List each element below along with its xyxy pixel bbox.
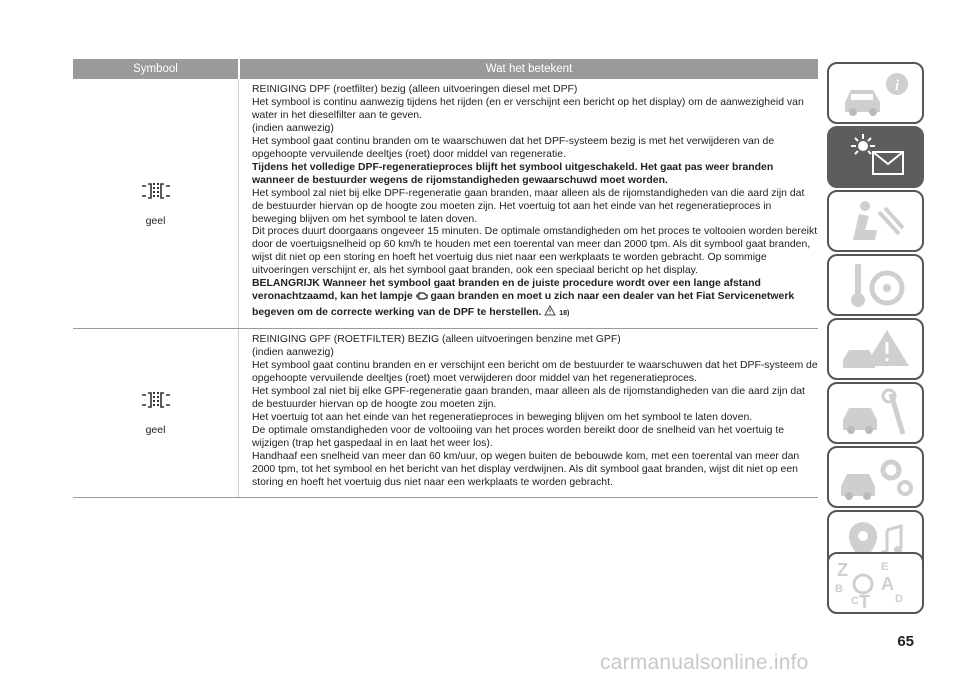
- tab-warning-lights[interactable]: [827, 126, 924, 188]
- footnote-ref: 18): [559, 310, 570, 318]
- car-info-icon: [829, 64, 926, 126]
- symbol-color-label: geel: [145, 423, 166, 436]
- meaning-cell: [238, 329, 818, 496]
- paragraph: (indien aanwezig): [252, 347, 334, 359]
- paragraph: Dit proces duurt doorgaans ongeveer 15 minuten. De optimale omstandigheden om het proces te voltooien worden bereikt door de voertuigsnelheid op 60 km/h te houden met een toerental van meer dan 2000 tpm. Als dit symbool gaat branden, wijst dit niet op een storing en hoeft het voertuig dus niet naar een werkplaats te worden gebracht. Op sommige uitvoeringen verschijnt er, als het symbool gaat branden, ook een speciaal bericht op het display.: [252, 226, 818, 277]
- paragraph: Het voertuig tot aan het einde van het regeneratieproces in beweging blijven om het symbool te laten doven.: [252, 411, 753, 423]
- warning-lights-table: [73, 59, 818, 498]
- key-steering-wheel-icon: [829, 256, 926, 318]
- symbol-cell: [73, 329, 238, 496]
- paragraph: De optimale omstandigheden voor de voltooiing van het proces worden bereikt door de snelheid van het voertuig te wijzigen (trap het gaspedaal in en laat het weer los).: [252, 424, 785, 449]
- paragraph: Het symbool gaat continu branden om te waarschuwen dat het DPF-systeem bezig is met het verwijderen van de opgehoopte vervuilende deeltjes (roet) door middel van regeneratie.: [252, 135, 775, 160]
- paragraph: Het symbool is continu aanwezig tijdens het rijden (en er verschijnt een bericht op het display) om de aanwezigheid van water in het dieselfilter aan te geven.: [252, 96, 804, 121]
- warning-light-message-icon: [829, 128, 926, 190]
- page-number: 65: [897, 633, 914, 650]
- paragraph: Het symbool zal niet bij elke DPF-regeneratie gaan branden, maar alleen als de rijomstandigheden van die aard zijn dat de bestuurder hiervan op de hoogte zou moeten zijn. Het voertuig tot aan het einde van het regeneratieproces in beweging blijven om het symbool te laten doven.: [252, 187, 805, 225]
- car-maintenance-icon: [829, 384, 926, 446]
- table-row: [73, 329, 818, 497]
- row-title: REINIGING GPF (ROETFILTER) BEZIG (alleen uitvoeringen benzine met GPF): [252, 334, 621, 346]
- table-header: [73, 59, 818, 79]
- index-letter: Z: [837, 560, 848, 580]
- seat-airbag-icon: [829, 192, 926, 254]
- tab-index[interactable]: [827, 552, 924, 614]
- index-letter: A: [881, 574, 894, 594]
- bold-note: Tijdens het volledige DPF-regeneratieproces blijft het symbool uitgeschakeld. Het gaat pas weer branden wanneer de bestuurder wegens de rijomstandigheden gewaarschuwd moet worden.: [252, 161, 774, 186]
- symbol-cell: [73, 79, 238, 328]
- header-symbol: Symbool: [133, 63, 178, 75]
- header-meaning: Wat het betekent: [238, 59, 818, 79]
- index-letter: D: [895, 593, 903, 605]
- important-text-b: gaan branden en moet u zich naar een dealer van het Fiat Servicenetwerk begeven om de correcte werking van de DPF te herstellen.: [252, 291, 795, 319]
- tab-starting-driving[interactable]: [827, 254, 924, 316]
- paragraph: Het symbool gaat continu branden en er verschijnt een bericht om de bestuurder te waarschuwen dat het DPF-systeem de opgehoopte vervuilende deeltjes (roet) moet verwijderen door middel van het regeneratieproces.: [252, 360, 818, 385]
- index-letter: B: [835, 583, 843, 595]
- tab-emergency[interactable]: [827, 318, 924, 380]
- paragraph: (indien aanwezig): [252, 122, 334, 134]
- svg-text:i: i: [894, 78, 900, 94]
- index-letter: E: [881, 561, 889, 573]
- important-note: [252, 278, 818, 321]
- warning-triangle-icon: [544, 305, 556, 321]
- gpf-filter-icon: [141, 390, 171, 410]
- car-technical-data-icon: [829, 448, 926, 510]
- accident-warning-icon: [829, 320, 926, 382]
- watermark: carmanualsonline.info: [600, 651, 809, 674]
- row-title: REINIGING DPF (roetfilter) bezig (alleen uitvoeringen diesel met DPF): [252, 84, 578, 95]
- index-letter: C: [851, 595, 859, 607]
- tab-safety[interactable]: [827, 190, 924, 252]
- important-text-a: BELANGRIJK Wanneer het symbool gaat branden en de juiste procedure wordt over een lange afstand veronachtzaamd, kan het lampje: [252, 278, 761, 303]
- tab-car-info[interactable]: [827, 62, 924, 124]
- table-row: [73, 79, 818, 329]
- dpf-filter-icon: [141, 181, 171, 201]
- paragraph: Het symbool zal niet bij elke GPF-regeneratie gaan branden, maar alleen als de rijomstandigheden van die aard zijn dat de bestuurder hiervan op de hoogte zou moeten zijn.: [252, 385, 805, 410]
- tab-maintenance[interactable]: [827, 382, 924, 444]
- symbol-color-label: geel: [145, 214, 166, 227]
- paragraph: Handhaaf een snelheid van meer dan 60 km/uur, op wegen buiten de bebouwde kom, met een toerental van meer dan 2000 tpm, tot het symbool en het bericht van het display verdwijnen. Als dit symbool gaat branden, wijst dit niet op een storing en hoeft het voertuig dus niet naar een werkplaats te worden gebracht.: [252, 450, 800, 488]
- tab-technical-data[interactable]: [827, 446, 924, 508]
- engine-check-icon: [416, 291, 428, 305]
- index-letter: T: [859, 592, 870, 612]
- meaning-cell: [238, 79, 818, 328]
